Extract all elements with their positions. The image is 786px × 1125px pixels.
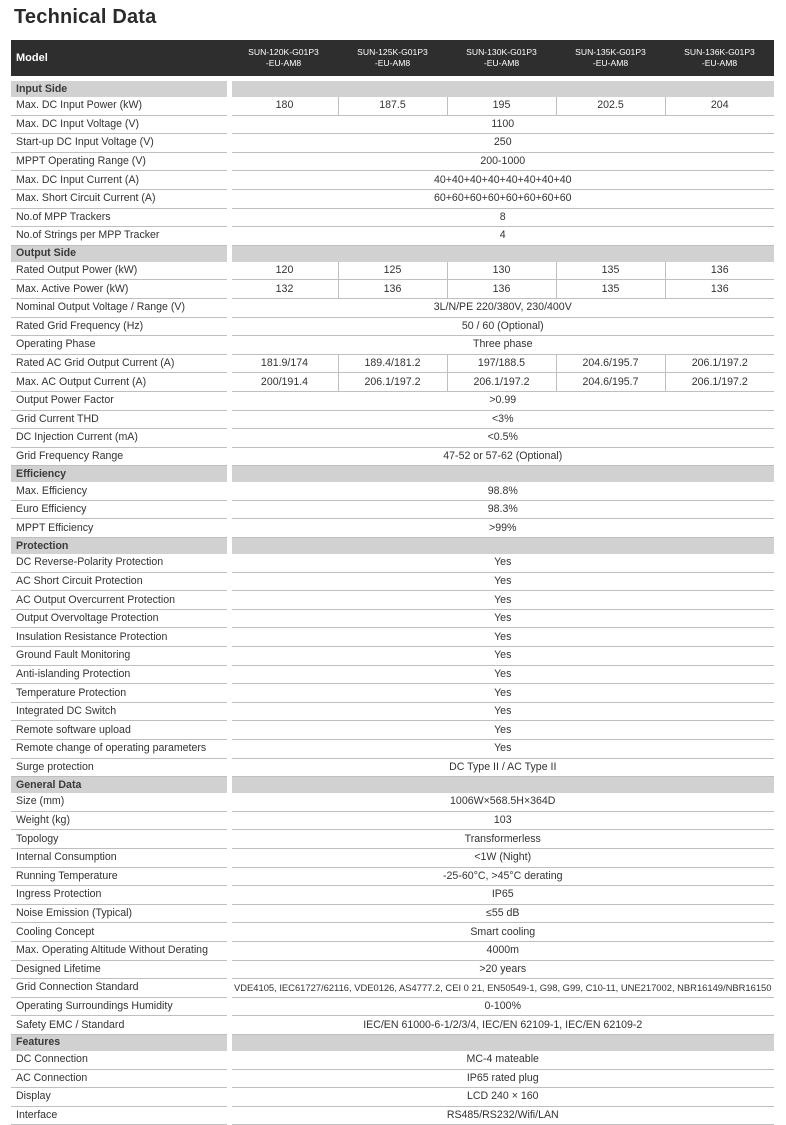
spec-value: <1W (Night): [229, 848, 774, 867]
spec-row: [11, 519, 774, 538]
spec-value: 0-100%: [229, 997, 774, 1016]
spec-value: DC Type II / AC Type II: [229, 758, 774, 777]
spec-label: AC Short Circuit Protection: [11, 572, 229, 591]
spec-row: [11, 429, 774, 448]
spec-value: 135: [556, 262, 665, 280]
spec-value: Yes: [229, 702, 774, 721]
spec-value: 180: [229, 97, 338, 115]
spec-row: [11, 684, 774, 703]
spec-value: 132: [229, 280, 338, 299]
spec-row: [11, 354, 774, 373]
spec-label: No.of MPP Trackers: [11, 208, 229, 227]
spec-value: 204.6/195.7: [556, 354, 665, 373]
spec-value: Yes: [229, 572, 774, 591]
spec-value: Yes: [229, 554, 774, 572]
spec-row: [11, 1106, 774, 1125]
spec-value: Yes: [229, 647, 774, 666]
spec-label: Cooling Concept: [11, 923, 229, 942]
spec-value: Yes: [229, 740, 774, 759]
spec-row: [11, 721, 774, 740]
spec-label: Max. DC Input Power (kW): [11, 97, 229, 115]
spec-label: Euro Efficiency: [11, 500, 229, 519]
spec-value: >0.99: [229, 391, 774, 410]
spec-value: 195: [447, 97, 556, 115]
spec-value: 8: [229, 208, 774, 227]
spec-label: AC Output Overcurrent Protection: [11, 591, 229, 610]
spec-label: MPPT Efficiency: [11, 519, 229, 538]
spec-value: 1006W×568.5H×364D: [229, 793, 774, 811]
spec-label: Operating Phase: [11, 336, 229, 355]
spec-row: [11, 609, 774, 628]
spec-value: 50 / 60 (Optional): [229, 317, 774, 336]
spec-row: [11, 227, 774, 246]
spec-label: Operating Surroundings Humidity: [11, 997, 229, 1016]
spec-row: [11, 298, 774, 317]
spec-value: 181.9/174: [229, 354, 338, 373]
spec-label: Integrated DC Switch: [11, 702, 229, 721]
spec-label: Noise Emission (Typical): [11, 904, 229, 923]
spec-row: [11, 867, 774, 886]
spec-label: No.of Strings per MPP Tracker: [11, 227, 229, 246]
spec-label: AC Connection: [11, 1069, 229, 1088]
spec-value: Yes: [229, 665, 774, 684]
section-header-row: [11, 1034, 774, 1051]
spec-value: 202.5: [556, 97, 665, 115]
section-header-row: [11, 777, 774, 794]
spec-row: [11, 904, 774, 923]
spec-label: Start-up DC Input Voltage (V): [11, 134, 229, 153]
spec-row: [11, 830, 774, 849]
spec-value: 189.4/181.2: [338, 354, 447, 373]
spec-value: Yes: [229, 684, 774, 703]
spec-value: 204: [665, 97, 774, 115]
spec-row: [11, 848, 774, 867]
spec-value: Yes: [229, 721, 774, 740]
header-model-name: SUN-130K-G01P3 -EU-AM8: [447, 40, 556, 76]
section-band: [229, 81, 774, 97]
spec-value: 200/191.4: [229, 373, 338, 392]
spec-label: Display: [11, 1088, 229, 1107]
spec-row: [11, 262, 774, 280]
section-title: Input Side: [11, 81, 229, 97]
spec-row: [11, 500, 774, 519]
section-header-row: [11, 245, 774, 262]
spec-label: Ingress Protection: [11, 886, 229, 905]
spec-row: [11, 886, 774, 905]
spec-row: [11, 665, 774, 684]
spec-row: [11, 628, 774, 647]
header-model-name: SUN-120K-G01P3 -EU-AM8: [229, 40, 338, 76]
spec-value: 130: [447, 262, 556, 280]
spec-label: DC Connection: [11, 1051, 229, 1069]
spec-value: 98.3%: [229, 500, 774, 519]
technical-data-body: [11, 40, 774, 1125]
spec-row: [11, 317, 774, 336]
spec-value: 98.8%: [229, 482, 774, 500]
spec-row: [11, 134, 774, 153]
spec-label: Rated AC Grid Output Current (A): [11, 354, 229, 373]
spec-row: [11, 591, 774, 610]
spec-value: LCD 240 × 160: [229, 1088, 774, 1107]
spec-value: 120: [229, 262, 338, 280]
section-band: [229, 1034, 774, 1051]
header-row: [11, 40, 774, 76]
spec-value: <0.5%: [229, 429, 774, 448]
spec-row: [11, 923, 774, 942]
spec-label: Topology: [11, 830, 229, 849]
spec-row: [11, 391, 774, 410]
spec-row: [11, 979, 774, 998]
spec-row: [11, 447, 774, 466]
spec-value: MC-4 mateable: [229, 1051, 774, 1069]
spec-label: DC Reverse-Polarity Protection: [11, 554, 229, 572]
spec-label: Designed Lifetime: [11, 960, 229, 979]
spec-value: Three phase: [229, 336, 774, 355]
spec-value: IEC/EN 61000-6-1/2/3/4, IEC/EN 62109-1, IEC/EN 62109-2: [229, 1016, 774, 1035]
spec-row: [11, 410, 774, 429]
spec-row: [11, 811, 774, 830]
spec-label: Rated Grid Frequency (Hz): [11, 317, 229, 336]
spec-value: -25-60°C, >45°C derating: [229, 867, 774, 886]
spec-row: [11, 740, 774, 759]
spec-value: Yes: [229, 628, 774, 647]
spec-row: [11, 647, 774, 666]
spec-label: Safety EMC / Standard: [11, 1016, 229, 1035]
section-band: [229, 245, 774, 262]
spec-label: Insulation Resistance Protection: [11, 628, 229, 647]
section-title: Efficiency: [11, 466, 229, 483]
spec-value: 206.1/197.2: [447, 373, 556, 392]
spec-label: Max. AC Output Current (A): [11, 373, 229, 392]
spec-value: 206.1/197.2: [665, 373, 774, 392]
spec-row: [11, 97, 774, 115]
spec-label: Grid Connection Standard: [11, 979, 229, 998]
spec-row: [11, 793, 774, 811]
spec-value: 136: [665, 280, 774, 299]
spec-label: Remote change of operating parameters: [11, 740, 229, 759]
spec-label: Max. Efficiency: [11, 482, 229, 500]
spec-value: 60+60+60+60+60+60+60+60: [229, 189, 774, 208]
spec-row: [11, 171, 774, 190]
spec-value: ≤55 dB: [229, 904, 774, 923]
spec-row: [11, 1051, 774, 1069]
spec-row: [11, 189, 774, 208]
spec-value: 197/188.5: [447, 354, 556, 373]
technical-data-table: [11, 40, 774, 1125]
spec-label: Max. Active Power (kW): [11, 280, 229, 299]
spec-label: Max. Short Circuit Current (A): [11, 189, 229, 208]
spec-value: 187.5: [338, 97, 447, 115]
spec-row: [11, 336, 774, 355]
spec-label: Running Temperature: [11, 867, 229, 886]
spec-value: 136: [338, 280, 447, 299]
spec-value: VDE4105, IEC61727/62116, VDE0126, AS4777.2, CEI 0 21, EN50549-1, G98, G99, C10-11, UNE217002, NBR16149/NBR16150: [229, 979, 774, 998]
spec-label: Weight (kg): [11, 811, 229, 830]
spec-label: MPPT Operating Range (V): [11, 152, 229, 171]
spec-value: <3%: [229, 410, 774, 429]
spec-value: 125: [338, 262, 447, 280]
spec-value: 204.6/195.7: [556, 373, 665, 392]
spec-label: Grid Current THD: [11, 410, 229, 429]
section-header-row: [11, 81, 774, 97]
spec-value: 136: [447, 280, 556, 299]
spec-row: [11, 572, 774, 591]
spec-label: Internal Consumption: [11, 848, 229, 867]
spec-label: Output Overvoltage Protection: [11, 609, 229, 628]
spec-row: [11, 1088, 774, 1107]
spec-label: Remote software upload: [11, 721, 229, 740]
spec-value: IP65 rated plug: [229, 1069, 774, 1088]
spec-row: [11, 960, 774, 979]
spec-row: [11, 997, 774, 1016]
spec-row: [11, 941, 774, 960]
spec-value: >20 years: [229, 960, 774, 979]
page-title: Technical Data: [14, 6, 157, 28]
spec-value: Yes: [229, 609, 774, 628]
spec-row: [11, 702, 774, 721]
spec-label: Max. DC Input Current (A): [11, 171, 229, 190]
spec-value: 206.1/197.2: [665, 354, 774, 373]
spec-label: Interface: [11, 1106, 229, 1125]
spec-value: 4000m: [229, 941, 774, 960]
spec-label: Temperature Protection: [11, 684, 229, 703]
section-band: [229, 777, 774, 794]
spec-label: Surge protection: [11, 758, 229, 777]
section-header-row: [11, 538, 774, 555]
header-model-name: SUN-136K-G01P3 -EU-AM8: [665, 40, 774, 76]
section-title: General Data: [11, 777, 229, 794]
section-header-row: [11, 466, 774, 483]
header-model-name: SUN-135K-G01P3 -EU-AM8: [556, 40, 665, 76]
spec-row: [11, 482, 774, 500]
spec-row: [11, 1016, 774, 1035]
header-model-label: Model: [11, 40, 229, 76]
spec-row: [11, 152, 774, 171]
spec-value: 3L/N/PE 220/380V, 230/400V: [229, 298, 774, 317]
spec-label: Grid Frequency Range: [11, 447, 229, 466]
spec-row: [11, 1069, 774, 1088]
spec-row: [11, 208, 774, 227]
spec-row: [11, 280, 774, 299]
spec-label: Output Power Factor: [11, 391, 229, 410]
spec-label: Rated Output Power (kW): [11, 262, 229, 280]
spec-value: 206.1/197.2: [338, 373, 447, 392]
spec-row: [11, 373, 774, 392]
spec-row: [11, 554, 774, 572]
spec-value: Yes: [229, 591, 774, 610]
section-title: Protection: [11, 538, 229, 555]
spec-value: IP65: [229, 886, 774, 905]
spec-label: Nominal Output Voltage / Range (V): [11, 298, 229, 317]
spec-value: 136: [665, 262, 774, 280]
spec-label: Max. Operating Altitude Without Derating: [11, 941, 229, 960]
section-band: [229, 466, 774, 483]
header-model-name: SUN-125K-G01P3 -EU-AM8: [338, 40, 447, 76]
spec-value: 47-52 or 57-62 (Optional): [229, 447, 774, 466]
spec-value: 40+40+40+40+40+40+40+40: [229, 171, 774, 190]
spec-label: Anti-islanding Protection: [11, 665, 229, 684]
section-band: [229, 538, 774, 555]
spec-row: [11, 115, 774, 134]
spec-label: Size (mm): [11, 793, 229, 811]
spec-value: Transformerless: [229, 830, 774, 849]
section-title: Output Side: [11, 245, 229, 262]
spec-value: 4: [229, 227, 774, 246]
spec-value: 103: [229, 811, 774, 830]
spec-label: Max. DC Input Voltage (V): [11, 115, 229, 134]
spec-value: Smart cooling: [229, 923, 774, 942]
spec-value: 1100: [229, 115, 774, 134]
spec-value: RS485/RS232/Wifi/LAN: [229, 1106, 774, 1125]
section-title: Features: [11, 1034, 229, 1051]
spec-row: [11, 758, 774, 777]
spec-value: 135: [556, 280, 665, 299]
spec-label: DC Injection Current (mA): [11, 429, 229, 448]
spec-value: 200-1000: [229, 152, 774, 171]
spec-label: Ground Fault Monitoring: [11, 647, 229, 666]
spec-value: >99%: [229, 519, 774, 538]
spec-value: 250: [229, 134, 774, 153]
